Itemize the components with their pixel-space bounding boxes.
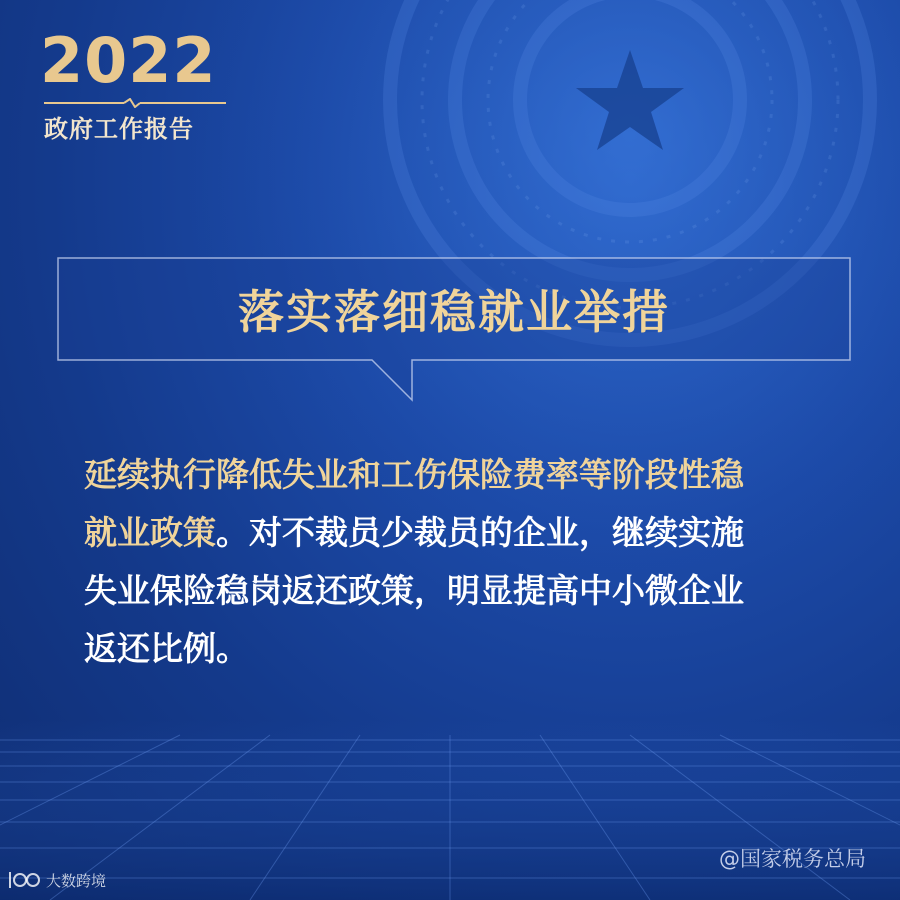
logo-subtitle: 政府工作报告: [44, 115, 194, 143]
body-line-3: 失业保险稳岗返还政策，明显提高中小微企业: [84, 571, 744, 610]
watermark-logo-icon: [6, 868, 42, 892]
source-credit: @国家税务总局: [719, 847, 866, 871]
watermark: [6, 868, 106, 892]
body-line-2: [84, 504, 828, 562]
body-line-2-highlight: 就业政策: [84, 513, 216, 552]
headline: 落实落细稳就业举措: [238, 285, 670, 339]
watermark-text: 大数跨境: [46, 871, 107, 890]
logo-year: 2022: [40, 24, 217, 97]
body-line-2-rest: 。对不裁员少裁员的企业，继续实施: [216, 513, 744, 552]
body-line-4: 返还比例。: [84, 629, 249, 668]
body-line-1: 延续执行降低失业和工伤保险费率等阶段性稳: [84, 455, 744, 494]
body-paragraph: [84, 446, 828, 678]
